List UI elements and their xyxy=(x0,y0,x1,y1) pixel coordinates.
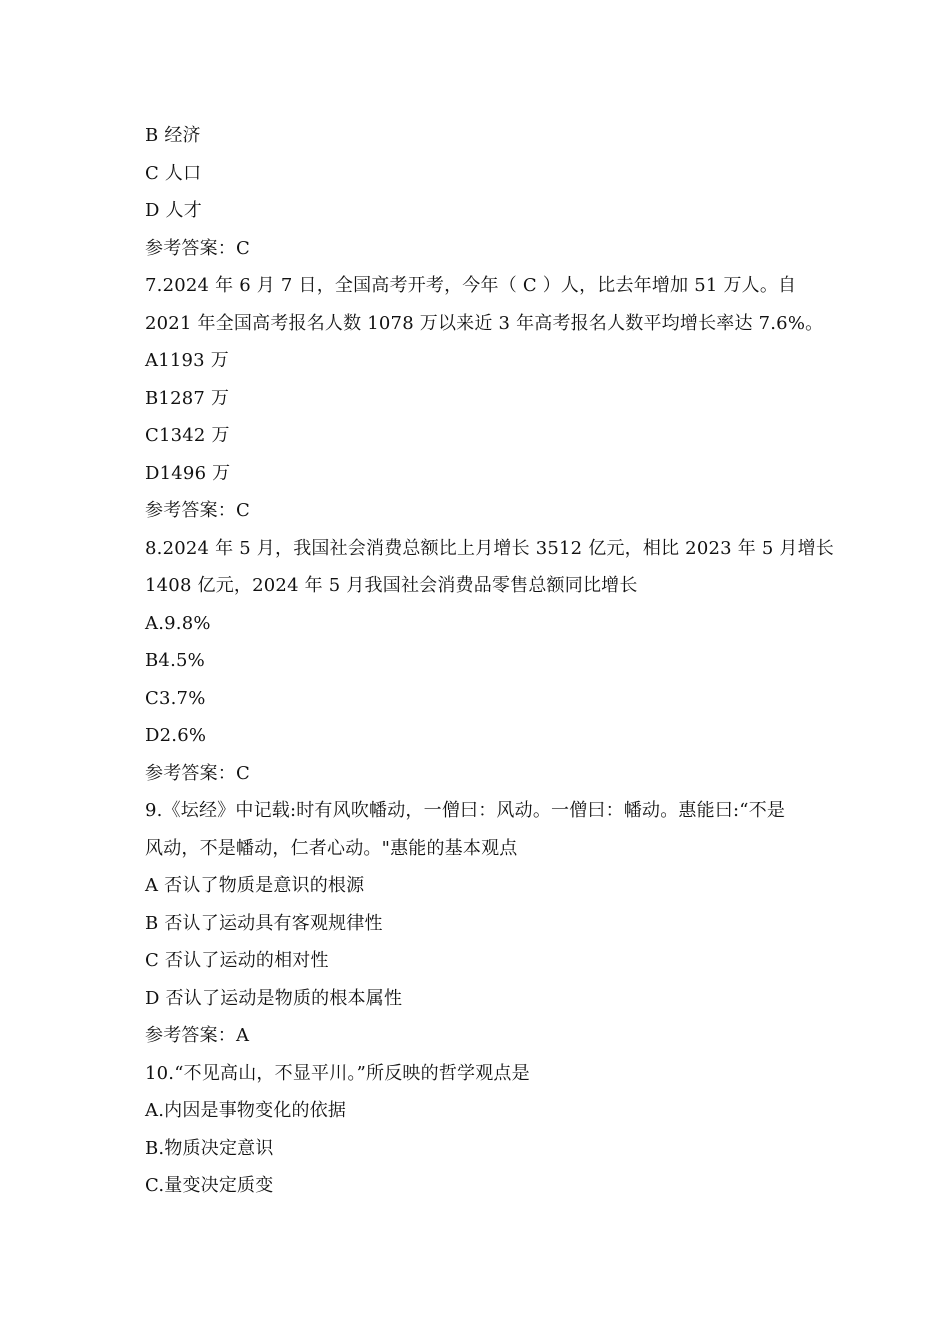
option-d-q8: D2.6% xyxy=(145,725,207,746)
question-8-line-1: 8.2024 年 5 月，我国社会消费总额比上月增长 3512 亿元，相比 2023 年 5 月增长 xyxy=(145,537,834,559)
option-d-q7: D1496 万 xyxy=(145,462,231,484)
option-c-q8: C3.7% xyxy=(145,687,206,709)
option-b-q8: B4.5% xyxy=(145,650,205,671)
answer-q7: 参考答案：C xyxy=(145,500,250,521)
option-a-q10: A.内因是事物变化的依据 xyxy=(145,1100,347,1121)
question-7-line-1: 7.2024 年 6 月 7 日，全国高考开考，今年（ C ）人，比去年增加 51 万人。自 xyxy=(145,275,797,296)
option-c-q9: C 否认了运动的相对性 xyxy=(145,950,329,971)
question-7-line-2: 2021 年全国高考报名人数 1078 万以来近 3 年高考报名人数平均增长率达 7.6%。 xyxy=(145,312,824,334)
question-10: 10.“不见高山，不显平川。”所反映的哲学观点是 xyxy=(145,1062,530,1084)
answer-q8: 参考答案：C xyxy=(145,762,250,784)
option-b-q10: B.物质决定意识 xyxy=(145,1137,274,1159)
answer-q6: 参考答案：C xyxy=(145,237,250,259)
option-a-q7: A1193 万 xyxy=(145,350,229,371)
option-a-q8: A.9.8% xyxy=(145,612,211,634)
option-c-q10: C.量变决定质变 xyxy=(145,1175,274,1196)
question-9-line-1: 9.《坛经》中记载:时有风吹幡动，一僧曰：风动。一僧曰：幡动。惠能曰:“不是 xyxy=(145,800,786,821)
option-b-q9: B 否认了运动具有客观规律性 xyxy=(145,912,383,934)
option-c-q6: C 人口 xyxy=(145,162,202,184)
option-d-q9: D 否认了运动是物质的根本属性 xyxy=(145,987,403,1009)
option-b-q7: B1287 万 xyxy=(145,387,230,409)
question-9-line-2: 风动，不是幡动，仁者心动。"惠能的基本观点 xyxy=(145,837,518,859)
document-body xyxy=(145,117,834,1205)
option-c-q7: C1342 万 xyxy=(145,425,230,446)
answer-q9: 参考答案：A xyxy=(145,1025,250,1046)
option-b-q6: B 经济 xyxy=(145,125,201,146)
question-8-line-2: 1408 亿元，2024 年 5 月我国社会消费品零售总额同比增长 xyxy=(145,575,638,596)
option-d-q6: D 人才 xyxy=(145,200,202,221)
option-a-q9: A 否认了物质是意识的根源 xyxy=(145,875,365,896)
